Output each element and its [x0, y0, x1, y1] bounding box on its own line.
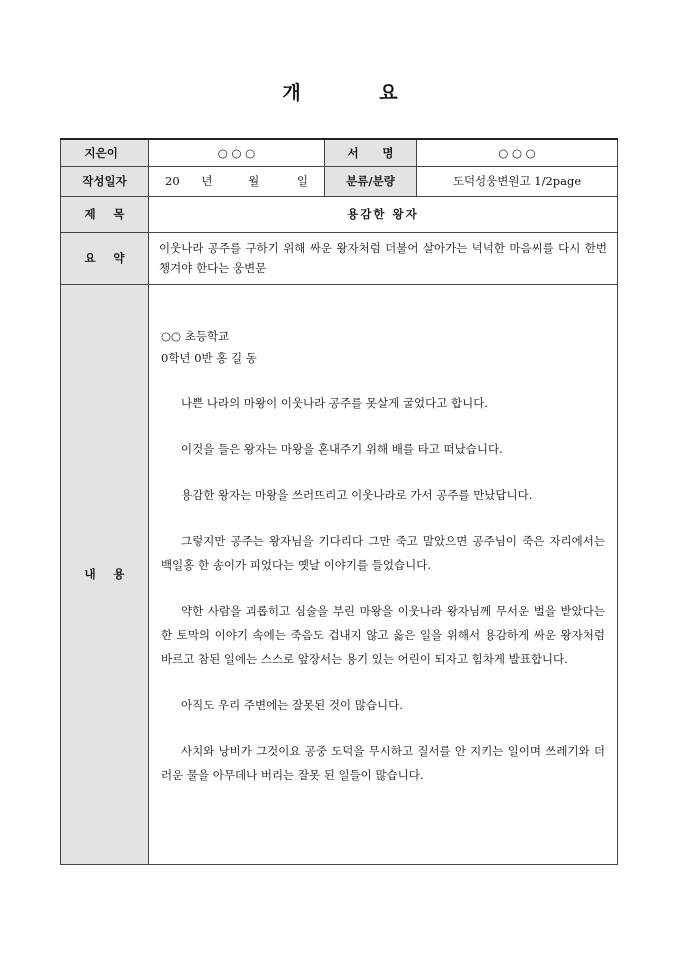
header-row-author	[61, 139, 618, 166]
paragraph: 사치와 낭비가 그것이요 공중 도덕을 무시하고 질서를 안 지키는 일이며 쓰레기와 더러운 물을 아무데나 버리는 잘못 된 일들이 많습니다.	[161, 743, 605, 782]
paragraph: 약한 사람을 괴롭히고 심술을 부린 마왕을 이웃나라 왕자님께 무서운 벌을 받았다는 한 토막의 이야기 속에는 죽음도 겁내지 않고 옳은 일을 위해서 용감하게 싸운 왕자처럼 바르고 참된 일에는 스스로 앞장서는 용기 있는 어린이 되자고 힘차게 발표합니다.	[161, 603, 605, 666]
date-value[interactable]	[149, 166, 325, 196]
content-row	[61, 284, 618, 864]
summary-label-cell	[61, 232, 149, 284]
content-label: 내 용	[84, 567, 125, 581]
author-value[interactable]: ○ ○ ○	[149, 139, 325, 166]
paragraph: 나쁜 나라의 마왕이 이웃나라 공주를 못살게 굴었다고 합니다.	[181, 395, 488, 410]
summary-row	[61, 232, 618, 284]
date-month-unit: 월	[248, 174, 260, 188]
author-label-cell	[61, 139, 149, 166]
header-row-date	[61, 166, 618, 196]
author-label: 지은이	[84, 145, 118, 160]
category-label: 분류/분량	[325, 166, 417, 196]
content-body[interactable]	[149, 284, 618, 864]
student-name: 0학년 0반 홍 길 동	[161, 350, 257, 365]
content-label-cell	[61, 284, 149, 864]
subject-row	[61, 196, 618, 232]
school-name: ○○ 초등학교	[161, 328, 230, 343]
paragraph: 이것을 들은 왕자는 마왕을 혼내주기 위해 배를 타고 떠났습니다.	[181, 441, 503, 456]
subject-label: 제 목	[84, 207, 125, 221]
paragraph: 그렇지만 공주는 왕자님을 기다리다 그만 죽고 말았으면 공주님이 죽은 자리에서는 백일홍 한 송이가 피었다는 옛날 이야기를 들었습니다.	[161, 533, 605, 572]
summary-value[interactable]: 이웃나라 공주를 구하기 위해 싸운 왕자처럼 더불어 살아가는 넉넉한 마음씨를 다시 한번 챙겨야 한다는 웅변문	[149, 232, 618, 284]
book-title-value[interactable]: ○ ○ ○	[417, 139, 618, 166]
summary-form-table	[60, 138, 618, 865]
date-day-unit: 일	[296, 174, 308, 188]
paragraph: 용감한 왕자는 마왕을 쓰러뜨리고 이웃나라로 가서 공주를 만났답니다.	[181, 487, 533, 502]
subject-value[interactable]: 용감한 왕자	[149, 196, 618, 232]
book-title-label-cell	[325, 139, 417, 166]
page-title: 개 요	[282, 82, 434, 104]
date-year-unit: 년	[201, 174, 213, 188]
date-label: 작성일자	[61, 166, 149, 196]
subject-label-cell	[61, 196, 149, 232]
book-title-label: 서 명	[347, 145, 394, 160]
date-year: 20	[165, 174, 180, 188]
paragraph: 아직도 우리 주변에는 잘못된 것이 많습니다.	[181, 697, 403, 712]
summary-label: 요 약	[84, 251, 125, 265]
category-value[interactable]: 도덕성웅변원고 1/2page	[417, 166, 618, 196]
